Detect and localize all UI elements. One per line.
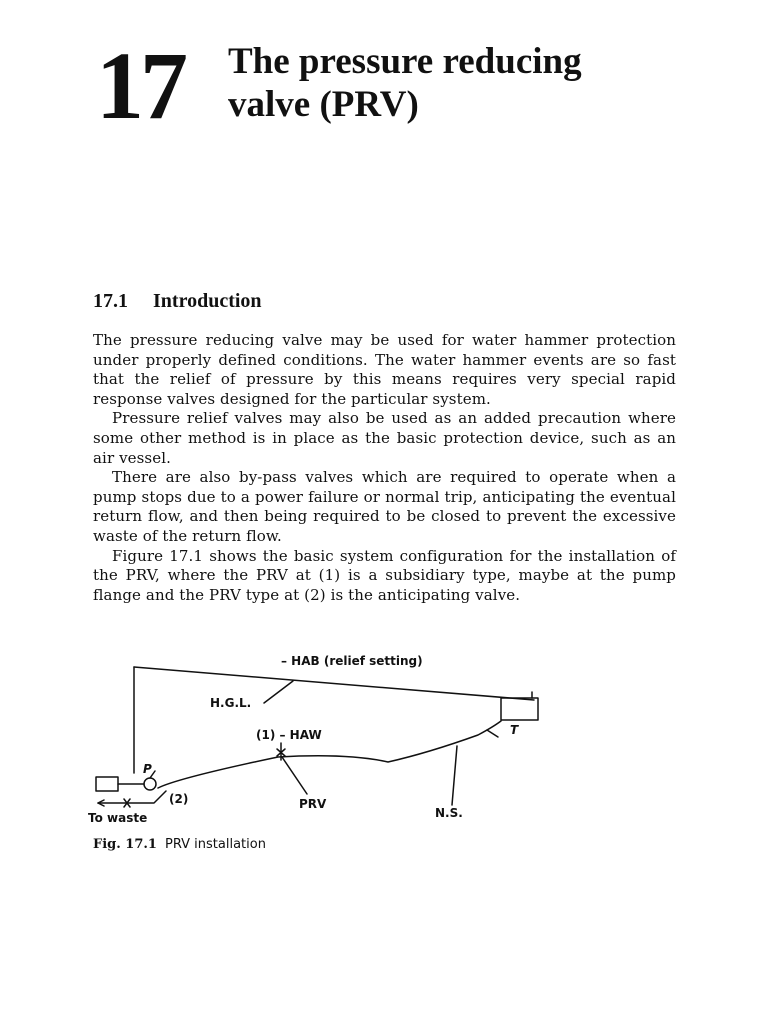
section-heading xyxy=(93,288,262,314)
tank-label: T xyxy=(510,723,519,737)
prv-label: PRV xyxy=(299,797,327,811)
pump-symbol xyxy=(144,778,156,790)
hab-line xyxy=(134,667,534,700)
ns-leader xyxy=(452,746,457,805)
prv-leader xyxy=(282,757,307,794)
body-text xyxy=(93,331,676,605)
pump-label: P xyxy=(143,762,152,776)
paragraph-1: The pressure reducing valve may be used for water hammer protection under properly defined conditions. The water hammer events are so fast that the relief of pressure by this means requires very special rapid response valves designed for the particular system. xyxy=(93,331,676,408)
pipeline-profile xyxy=(158,721,501,788)
paragraph-4: Figure 17.1 shows the basic system configuration for the installation of the PRV, where the PRV at (1) is a subsidiary type, maybe at the pump flange and the PRV type at (2) is the anticipating valve. xyxy=(93,546,676,604)
figure-caption xyxy=(93,836,266,854)
paragraph-3: There are also by-pass valves which are required to operate when a pump stops due to a power failure or normal trip, anticipating the eventual return flow, and then being required to be closed to prevent the excessive waste of the return flow. xyxy=(93,468,676,545)
chapter-title: The pressure reducing valve (PRV) xyxy=(228,41,582,125)
chapter-number: 17 xyxy=(96,32,184,139)
haw-label: (1) – HAW xyxy=(256,728,322,742)
caption-text: PRV installation xyxy=(164,837,266,852)
motor-block xyxy=(96,777,118,791)
caption-label: Fig. 17.1 xyxy=(93,837,157,852)
valve-2-label: (2) xyxy=(169,792,189,806)
tank-leader xyxy=(487,730,498,737)
hgl-label: H.G.L. xyxy=(210,696,252,710)
ns-label: N.S. xyxy=(435,806,463,820)
section-title: Introduction xyxy=(153,290,262,312)
hgl-leader xyxy=(264,681,293,703)
figure-prv-installation xyxy=(88,645,558,835)
tank xyxy=(501,698,538,720)
hab-label: – HAB (relief setting) xyxy=(281,654,423,668)
figure-diagram xyxy=(88,645,558,835)
waste-line xyxy=(98,791,166,803)
paragraph-2: Pressure relief valves may also be used as an added precaution where some other method is in place as the basic protection device, such as an air vessel. xyxy=(93,409,676,467)
section-number: 17.1 xyxy=(93,290,128,312)
waste-label: To waste xyxy=(88,811,148,825)
